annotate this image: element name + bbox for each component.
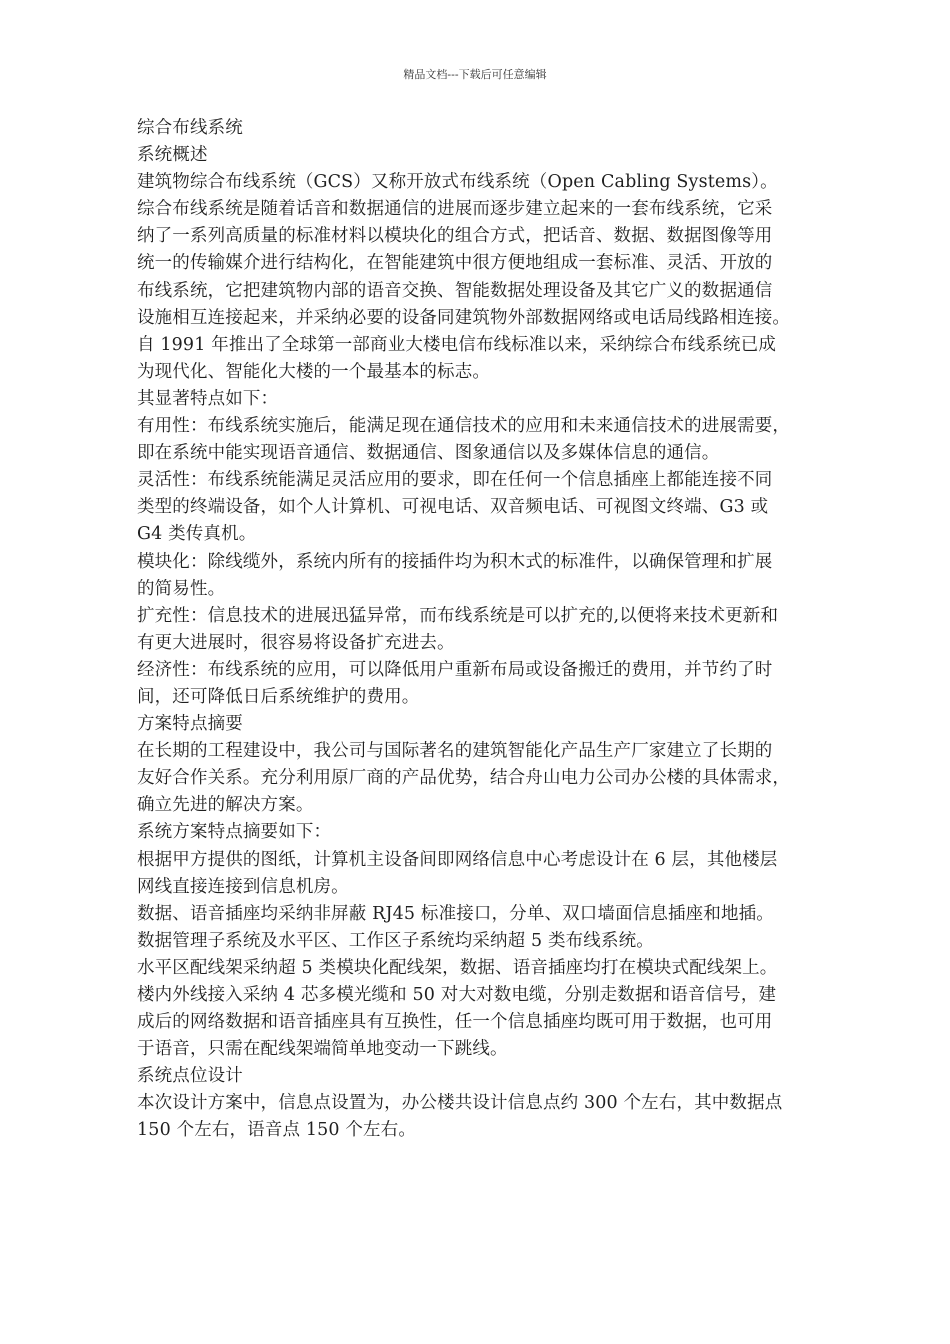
paragraph-line: 的简易性。 — [137, 578, 226, 599]
paragraph-line: 为现代化、智能化大楼的一个最基本的标志。 — [137, 361, 490, 382]
paragraph-line: 在长期的工程建设中，我公司与国际著名的建筑智能化产品生产厂家建立了长期的 — [137, 741, 773, 762]
section-heading: 系统方案特点摘要如下： — [137, 822, 332, 843]
paragraph-line: 成后的网络数据和语音插座具有互换性，任一个信息插座均既可用于数据，也可用 — [137, 1012, 773, 1033]
section-heading: 方案特点摘要 — [137, 714, 243, 735]
paragraph-line: 根据甲方提供的图纸，计算机主设备间即网络信息中心考虑设计在 6 层，其他楼层 — [137, 849, 778, 870]
paragraph-line: 于语音，只需在配线架端简单地变动一下跳线。 — [137, 1039, 508, 1060]
paragraph-line: 有用性：布线系统实施后，能满足现在通信技术的应用和未来通信技术的进展需要， — [137, 416, 791, 437]
paragraph-line: 间，还可降低日后系统维护的费用。 — [137, 686, 420, 707]
paragraph-line: 设施相互连接起来，并采纳必要的设备同建筑物外部数据网络或电话局线路相连接。 — [137, 307, 791, 328]
page-header: 精品文档---下载后可任意编辑 — [403, 68, 547, 81]
paragraph-line: 综合布线系统是随着话音和数据通信的进展而逐步建立起来的一套布线系统，它采 — [137, 199, 773, 220]
paragraph-line: 有更大进展时，很容易将设备扩充进去。 — [137, 632, 455, 653]
paragraph-line: 类型的终端设备，如个人计算机、可视电话、双音频电话、可视图文终端、G3 或 — [137, 497, 769, 518]
paragraph-line: G4 类传真机。 — [137, 524, 257, 545]
section-heading: 系统概述 — [137, 145, 208, 166]
paragraph-line: 纳了一系列高质量的标准材料以模块化的组合方式，把话音、数据、数据图像等用 — [137, 226, 773, 247]
paragraph-line: 即在系统中能实现语音通信、数据通信、图象通信以及多媒体信息的通信。 — [137, 443, 720, 464]
section-heading: 系统点位设计 — [137, 1066, 243, 1087]
paragraph-line: 模块化：除线缆外，系统内所有的接插件均为积木式的标准件，以确保管理和扩展 — [137, 551, 773, 572]
paragraph-line: 150 个左右，语音点 150 个左右。 — [137, 1120, 416, 1141]
paragraph-line: 扩充性：信息技术的进展迅猛异常，而布线系统是可以扩充的,以便将来技术更新和 — [137, 605, 779, 626]
paragraph-line: 灵活性：布线系统能满足灵活应用的要求，即在任何一个信息插座上都能连接不同 — [137, 470, 773, 491]
document-body — [137, 115, 837, 1145]
paragraph-line: 本次设计方案中，信息点设置为，办公楼共设计信息点约 300 个左右，其中数据点 — [137, 1093, 783, 1114]
paragraph-line: 水平区配线架采纳超 5 类模块化配线架，数据、语音插座均打在模块式配线架上。 — [137, 957, 778, 978]
section-heading: 其显著特点如下： — [137, 388, 279, 409]
paragraph-line: 建筑物综合布线系统（GCS）又称开放式布线系统（Open Cabling Systems）。 — [137, 172, 778, 193]
paragraph-line: 楼内外线接入采纳 4 芯多模光缆和 50 对大对数电缆，分别走数据和语音信号，建 — [137, 985, 777, 1005]
paragraph-line: 数据管理子系统及水平区、工作区子系统均采纳超 5 类布线系统。 — [137, 930, 654, 951]
paragraph-line: 友好合作关系。充分利用原厂商的产品优势，结合舟山电力公司办公楼的具体需求， — [137, 768, 791, 789]
paragraph-line: 布线系统，它把建筑物内部的语音交换、智能数据处理设备及其它广义的数据通信 — [137, 280, 773, 301]
paragraph-line: 确立先进的解决方案。 — [137, 795, 314, 816]
paragraph-line: 网线直接连接到信息机房。 — [137, 876, 349, 897]
paragraph-line: 自 1991 年推出了全球第一部商业大楼电信布线标准以来，采纳综合布线系统已成 — [137, 334, 777, 355]
paragraph-line: 数据、语音插座均采纳非屏蔽 RJ45 标准接口，分单、双口墙面信息插座和地插。 — [137, 903, 774, 924]
document-title: 综合布线系统 — [137, 118, 243, 138]
paragraph-line: 经济性：布线系统的应用，可以降低用户重新布局或设备搬迁的费用，并节约了时 — [137, 659, 773, 680]
paragraph-line: 统一的传输媒介进行结构化，在智能建筑中很方便地组成一套标准、灵活、开放的 — [137, 253, 773, 274]
